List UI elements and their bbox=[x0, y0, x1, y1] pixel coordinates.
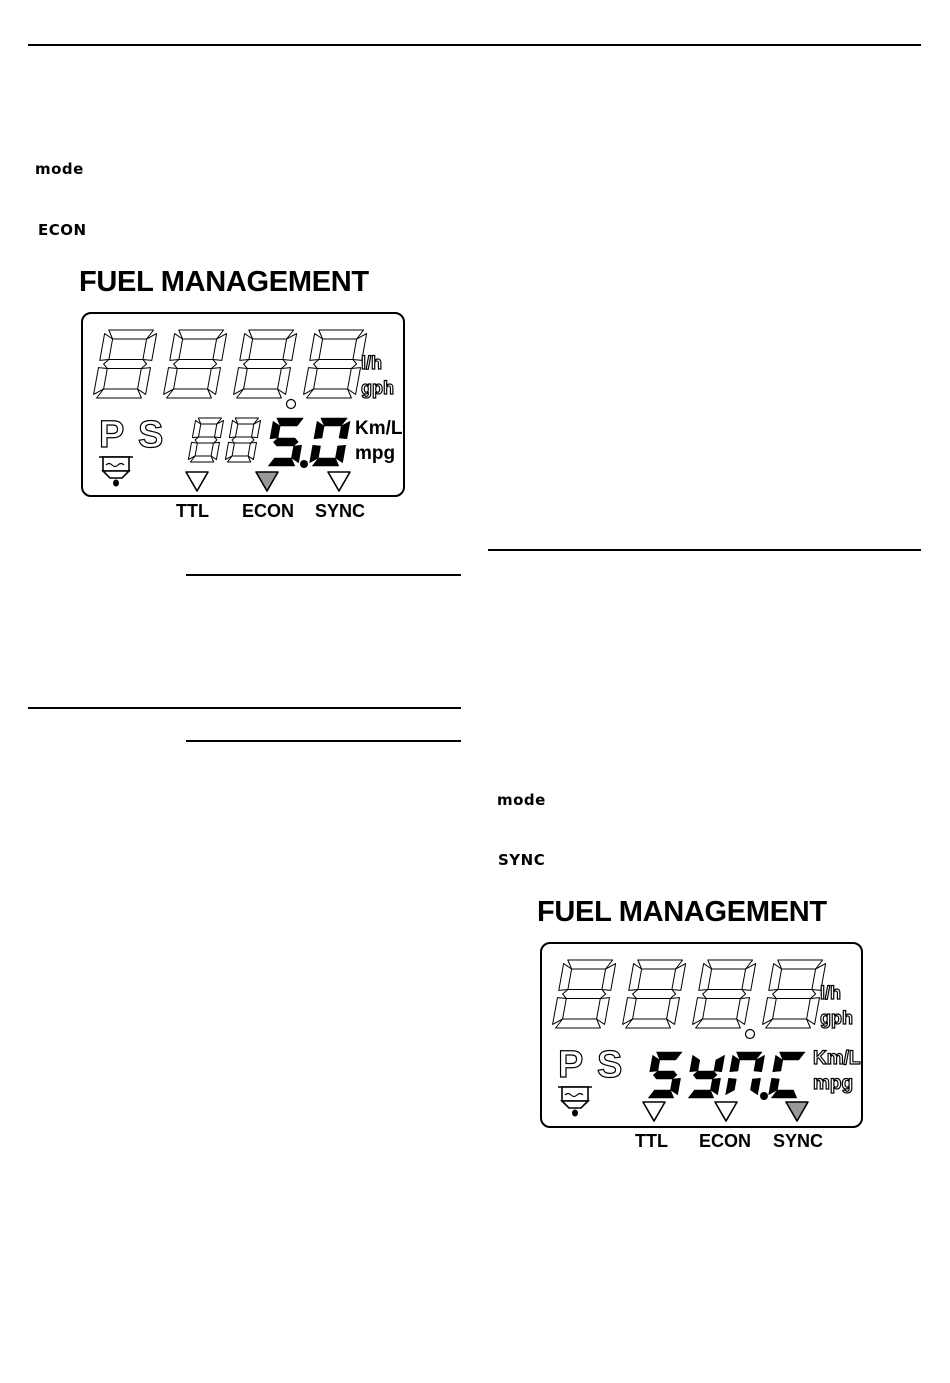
indicator-s: S bbox=[138, 414, 164, 456]
value-decimal-point bbox=[760, 1092, 768, 1100]
value-digit-1-seg-f bbox=[650, 1055, 660, 1072]
main-digit-4-seg-g bbox=[773, 990, 816, 999]
main-digit-1-seg-c bbox=[138, 368, 151, 395]
indicator-p: P bbox=[558, 1044, 584, 1086]
marker-triangle-econ bbox=[715, 1102, 737, 1121]
main-digit-2-seg-f bbox=[170, 334, 183, 361]
value-digit-2-seg-c bbox=[335, 445, 345, 463]
econ-button-icon: ECON bbox=[38, 221, 87, 239]
main-digit-4-seg-d bbox=[766, 1019, 811, 1028]
lcd-graphics bbox=[542, 944, 861, 1126]
mode-button-icon: mode bbox=[497, 791, 546, 809]
small-ghost-digit-2-seg-g bbox=[232, 437, 254, 443]
value-digit-2-seg-c bbox=[710, 1078, 720, 1095]
main-digit-2-seg-d bbox=[626, 1019, 671, 1028]
fuel-filter-icon bbox=[558, 1087, 592, 1117]
marker-triangle-ttl bbox=[643, 1102, 665, 1121]
main-decimal-point bbox=[746, 1030, 755, 1039]
unit-lph: l/h bbox=[361, 353, 382, 373]
value-digit-1-seg-g bbox=[653, 1071, 677, 1079]
marker-label-ttl: TTL bbox=[176, 501, 209, 521]
value-digit-1-seg-c bbox=[291, 445, 301, 463]
main-digit-1-seg-d bbox=[97, 389, 142, 398]
main-digit-2-seg-a bbox=[638, 960, 683, 969]
marker-label-ttl: TTL bbox=[635, 1131, 668, 1151]
main-digit-1-seg-f bbox=[100, 334, 113, 361]
unit-mpg: mpg bbox=[813, 1073, 854, 1094]
marker-triangle-sync bbox=[328, 472, 350, 491]
value-digit-2-seg-b bbox=[714, 1055, 725, 1072]
value-digit-1-seg-f bbox=[270, 421, 280, 439]
unit-kml: Km/L bbox=[355, 418, 403, 439]
marker-label-sync: SYNC bbox=[773, 1131, 824, 1151]
unit-mpg: mpg bbox=[355, 443, 396, 464]
small-ghost-digit-2-seg-c bbox=[248, 442, 256, 459]
main-digit-2-seg-g bbox=[633, 990, 676, 999]
fuel-filter-icon bbox=[99, 457, 133, 487]
main-digit-1-seg-g bbox=[563, 990, 606, 999]
value-digit-1-seg-d bbox=[648, 1090, 674, 1098]
lcd-screen bbox=[81, 312, 405, 497]
marker-label-econ: ECON bbox=[242, 501, 295, 521]
lcd-graphics bbox=[83, 314, 403, 495]
small-ghost-digit-2-seg-f bbox=[229, 420, 237, 437]
value-decimal-point bbox=[300, 460, 308, 468]
main-digit-3-seg-g bbox=[703, 990, 746, 999]
mode-button-icon: mode bbox=[35, 160, 84, 178]
value-digit-2-seg-d bbox=[688, 1090, 714, 1098]
value-digit-3-seg-f bbox=[730, 1055, 740, 1072]
main-digit-4-seg-d bbox=[307, 389, 352, 398]
main-digit-1-seg-g bbox=[104, 360, 147, 369]
value-digit-1-seg-a bbox=[277, 418, 304, 426]
marker-triangle-sync bbox=[786, 1102, 808, 1121]
main-digit-3-seg-a bbox=[249, 330, 294, 339]
main-digit-1-seg-a bbox=[568, 960, 613, 969]
indicator-s: S bbox=[597, 1044, 623, 1086]
main-digit-2-seg-c bbox=[667, 998, 680, 1025]
value-digit-1-seg-g bbox=[273, 438, 298, 446]
main-digit-4-seg-c bbox=[807, 998, 820, 1025]
main-digit-2-seg-d bbox=[167, 389, 212, 398]
small-ghost-digit-1-seg-c bbox=[211, 442, 219, 459]
left-short-rule-1 bbox=[186, 574, 461, 576]
value-digit-3-seg-e bbox=[726, 1078, 737, 1095]
main-digit-1-seg-d bbox=[556, 1019, 601, 1028]
small-ghost-digit-1-seg-g bbox=[195, 437, 217, 443]
main-digit-4-seg-a bbox=[319, 330, 364, 339]
marker-triangle-ttl bbox=[186, 472, 208, 491]
value-digit-2-seg-g bbox=[693, 1071, 717, 1079]
small-ghost-digit-1-seg-f bbox=[192, 420, 200, 437]
main-digit-2-seg-a bbox=[179, 330, 224, 339]
main-digit-3-seg-d bbox=[237, 389, 282, 398]
value-digit-4-seg-a bbox=[780, 1052, 806, 1060]
value-digit-1-seg-c bbox=[670, 1078, 680, 1095]
marker-label-econ: ECON bbox=[699, 1131, 752, 1151]
main-digit-4-seg-f bbox=[769, 964, 782, 991]
lcd-screen bbox=[540, 942, 863, 1128]
main-digit-2-seg-c bbox=[208, 368, 221, 395]
main-digit-4-seg-a bbox=[778, 960, 823, 969]
main-digit-3-seg-c bbox=[278, 368, 291, 395]
main-digit-3-seg-f bbox=[240, 334, 253, 361]
main-digit-1-seg-a bbox=[109, 330, 154, 339]
main-digit-1-seg-c bbox=[597, 998, 610, 1025]
main-digit-3-seg-c bbox=[737, 998, 750, 1025]
value-digit-3-seg-c bbox=[750, 1078, 760, 1095]
main-digit-3-seg-a bbox=[708, 960, 753, 969]
unit-lph: l/h bbox=[820, 983, 841, 1003]
marker-label-sync: SYNC bbox=[315, 501, 366, 521]
sync-button-icon: SYNC bbox=[498, 851, 546, 869]
main-digit-3-seg-f bbox=[699, 964, 712, 991]
top-rule bbox=[28, 44, 921, 46]
right-section-rule bbox=[488, 549, 921, 551]
left-section-rule bbox=[28, 707, 461, 709]
main-digit-2-seg-g bbox=[174, 360, 217, 369]
unit-kml: Km/L bbox=[813, 1048, 861, 1069]
main-digit-3-seg-g bbox=[244, 360, 287, 369]
main-decimal-point bbox=[287, 400, 296, 409]
value-digit-1-seg-d bbox=[268, 458, 295, 466]
value-digit-2-seg-f bbox=[690, 1055, 700, 1072]
value-digit-1-seg-a bbox=[657, 1052, 683, 1060]
main-digit-1-seg-f bbox=[559, 964, 572, 991]
left-short-rule-2 bbox=[186, 740, 461, 742]
main-digit-3-seg-d bbox=[696, 1019, 741, 1028]
main-digit-4-seg-g bbox=[314, 360, 357, 369]
main-digit-2-seg-f bbox=[629, 964, 642, 991]
unit-gph: gph bbox=[820, 1008, 853, 1028]
indicator-p: P bbox=[99, 414, 125, 456]
panel-title: FUEL MANAGEMENT bbox=[537, 896, 827, 928]
main-digit-4-seg-c bbox=[348, 368, 361, 395]
value-digit-4-seg-f bbox=[773, 1055, 783, 1072]
main-digit-4-seg-f bbox=[310, 334, 323, 361]
panel-title: FUEL MANAGEMENT bbox=[79, 266, 369, 298]
unit-gph: gph bbox=[361, 378, 394, 398]
value-digit-2-seg-f bbox=[314, 421, 324, 439]
marker-triangle-econ bbox=[256, 472, 278, 491]
